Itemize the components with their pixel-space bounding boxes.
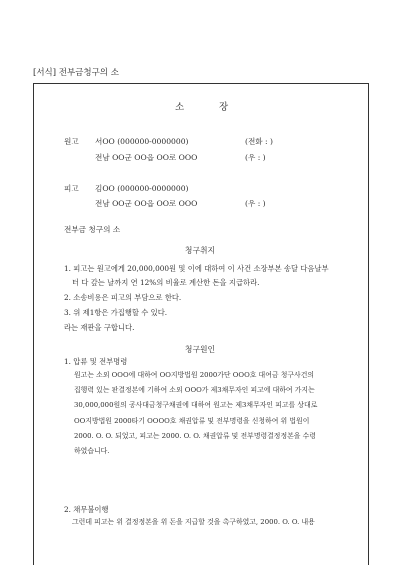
claim-item-1-line2: 터 다 갚는 날까지 연 12%의 비율로 계산한 돈을 지급하라. — [72, 278, 260, 287]
cause-sub1-line: 2000. O. O. 되었고, 피고는 2000. O. O. 채권압류 및 전부명령결정정본을 수령 — [74, 431, 316, 440]
title-char-1: 소 — [175, 102, 185, 113]
title-char-2: 장 — [219, 102, 229, 113]
claim-cause-heading: 청구원인 — [184, 345, 216, 354]
claim-item-3: 3. 위 제1항은 가집행할 수 있다. — [64, 308, 168, 317]
plaintiff-postcode: (우 : ) — [245, 153, 266, 162]
case-name: 전부금 청구의 소 — [64, 225, 121, 234]
cause-sub1-line: 30,000,000원의 공사대금청구채권에 대하여 원고는 제3채무자인 피고를 상대로 — [74, 401, 318, 410]
cause-sub1-line: 원고는 소외 OOO에 대하여 OO지방법원 2000가단 OOO호 대여금 청구사건의 — [74, 371, 315, 379]
cause-sub2-paragraph — [72, 515, 366, 530]
claim-closing: 라는 재판을 구합니다. — [64, 323, 135, 332]
defendant-address: 전남 OO군 OO읍 OO로 OOO — [95, 199, 198, 208]
plaintiff-name: 서OO (000000-0000000) — [95, 137, 189, 146]
cause-sub1-line: 하였습니다. — [74, 447, 110, 456]
claim-item-1-line1: 1. 피고는 원고에게 20,000,000원 및 이에 대하여 이 사건 소장부본 송달 다음날부 — [64, 264, 329, 273]
plaintiff-address: 전남 OO군 OO읍 OO로 OOO — [95, 153, 198, 162]
plaintiff-role: 원고 — [64, 137, 79, 146]
cause-sub2-heading: 2. 채무불이행 — [64, 505, 109, 514]
cause-sub1-line: 집행력 있는 판결정본에 기하여 소외 OOO가 제3채무자인 피고에 대하여 가지는 — [74, 386, 315, 395]
document-header: [서식] 전부금청구의 소 — [33, 68, 119, 78]
claim-item-2: 2. 소송비용은 피고의 부담으로 한다. — [64, 293, 182, 302]
cause-sub1-line: OO지방법원 2000타기 OOOO호 채권압류 및 전부명령을 신청하여 위 법원이 — [74, 416, 310, 425]
plaintiff-phone: (전화 : ) — [245, 137, 273, 146]
defendant-role: 피고 — [64, 184, 79, 193]
cause-sub1-paragraph — [74, 368, 364, 459]
cause-sub1-heading: 1. 압류 및 전부명령 — [64, 357, 128, 366]
defendant-name: 김OO (000000-0000000) — [95, 184, 189, 193]
cause-sub2-line: 그런데 피고는 위 결정정본을 위 돈을 지급할 것을 촉구하였고, 2000. O. O. 내용 — [72, 518, 315, 526]
claim-purpose-heading: 청구취지 — [184, 246, 216, 255]
defendant-postcode: (우 : ) — [245, 199, 266, 208]
